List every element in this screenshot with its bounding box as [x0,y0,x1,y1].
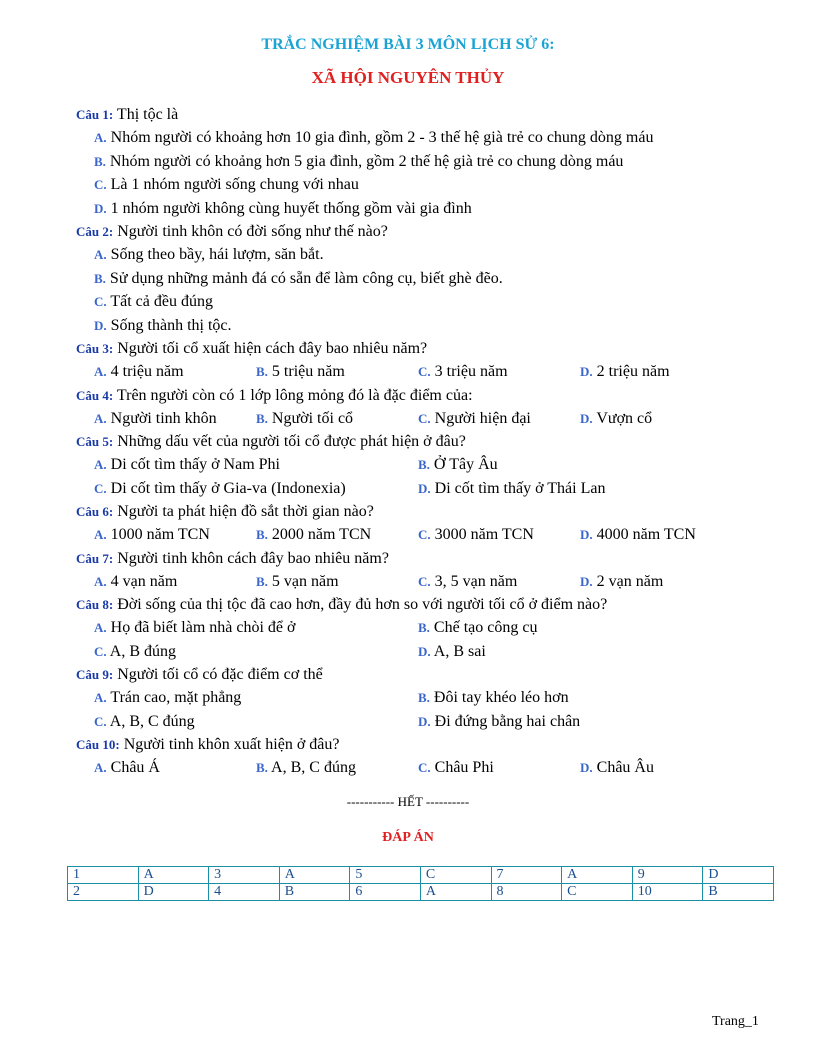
answer-option [94,478,346,500]
answer-option [418,571,517,593]
option-text: Nhóm người có khoảng hơn 5 gia đình, gồm 2 thế hệ già trẻ co chung dòng máu [105,152,624,170]
question-label: Câu 8: [76,597,114,612]
question [76,104,796,127]
option-letter: D. [418,643,431,659]
option-text: Châu Phi [430,759,494,776]
question-text: Người tối cổ có đặc điểm cơ thể [113,666,323,683]
option-text: Là 1 nhóm người sống chung với nhau [106,176,359,193]
option-text: 4000 năm TCN [592,526,696,543]
answer-option [418,454,498,476]
option-letter: D. [580,410,593,426]
option-text: 3, 5 vạn năm [430,572,518,590]
answer-option [94,174,359,196]
option-letter: B. [94,153,106,169]
option-text: 4 triệu năm [106,363,184,380]
answer-option [418,408,531,430]
option-letter: C. [94,480,107,496]
option-letter: B. [256,760,268,775]
option-letter: D. [580,760,593,775]
question-text: Người tinh khôn cách đây bao nhiêu năm? [113,549,389,567]
option-letter: B. [418,457,430,472]
option-text: A, B, C đúng [267,759,356,776]
option-letter: C. [94,643,107,659]
option-text: Chế tạo công cụ [429,619,538,636]
option-letter: B. [256,527,268,542]
option-text: Di cốt tìm thấy ở Nam Phi [106,456,280,473]
question-label: Câu 3: [76,341,114,356]
option-text: Sống thành thị tộc. [106,316,232,334]
answer-option [256,408,353,430]
answer-option [418,687,569,709]
question-label: Câu 10: [76,737,120,752]
answer-row [68,867,774,884]
option-letter: D. [418,480,431,496]
answer-option [580,524,696,546]
answer-question-number: 9 [632,867,703,884]
option-letter: D. [94,317,107,333]
option-text: Châu Á [106,759,160,776]
answer-question-number: 5 [350,867,421,884]
option-text: Sống theo bầy, hái lượm, săn bắt. [106,246,324,263]
options-row [76,361,796,385]
answer-option [580,361,670,383]
question-text: Thị tộc là [113,106,179,123]
option-letter: D. [580,527,593,542]
answer-option [94,291,213,313]
question-label: Câu 1: [76,107,114,122]
answer-option [256,757,356,779]
option-letter: A. [94,130,107,145]
option-text: A, B, C đúng [106,712,195,730]
options-row [76,127,796,151]
option-text: 1 nhóm người không cùng huyết thống gồm vài gia đình [106,199,472,217]
options-row [76,571,796,595]
option-letter: C. [418,410,431,426]
option-letter: A. [94,620,107,635]
option-letter: C. [418,527,431,542]
option-letter: A. [94,527,107,542]
options-row [76,454,796,478]
option-text: Người tinh khôn [106,409,217,427]
answer-option [94,408,217,430]
option-letter: B. [418,620,430,635]
option-letter: A. [94,457,107,472]
option-text: 3000 năm TCN [430,526,534,543]
answer-option [418,361,508,383]
option-text: Đôi tay khéo léo hơn [429,689,569,706]
options-row [76,757,796,781]
option-letter: A. [94,410,107,426]
answer-row [68,884,774,901]
option-letter: D. [580,573,593,589]
option-text: Vượn cổ [592,409,653,427]
answer-choice: A [420,884,491,901]
question-label: Câu 7: [76,550,114,566]
question-label: Câu 5: [76,434,114,449]
question-label: Câu 6: [76,504,114,519]
answer-choice: C [420,867,491,884]
options-row [76,478,796,502]
question-text: Những dấu vết của người tối cổ được phát hiện ở đâu? [113,433,466,450]
answer-option [418,524,534,546]
option-text: Đi đứng bằng hai chân [430,712,581,730]
answer-question-number: 4 [209,884,280,901]
answer-question-number: 3 [209,867,280,884]
answer-choice: D [703,867,774,884]
options-row [76,198,796,222]
option-text: 2000 năm TCN [267,526,372,543]
options-row [76,617,796,641]
option-text: Tất cả đều đúng [106,293,213,310]
answer-choice: B [279,884,350,901]
answer-option [94,687,241,709]
option-text: Di cốt tìm thấy ở Gia-va (Indonexia) [106,479,346,497]
end-marker: ----------- HẾT ---------- [346,794,470,809]
option-text: A, B sai [430,642,486,660]
answer-question-number: 2 [68,884,139,901]
answer-option [256,571,339,593]
option-text: 2 vạn năm [592,572,664,590]
answer-option [94,244,324,266]
option-letter: B. [94,270,106,286]
option-text: Trán cao, mặt phẳng [106,689,242,706]
option-text: 1000 năm TCN [106,526,210,543]
option-letter: C. [94,177,107,192]
options-row [76,408,796,432]
answer-question-number: 1 [68,867,139,884]
answer-option [580,757,654,779]
answer-choice: C [562,884,633,901]
page-title: TRẮC NGHIỆM BÀI 3 MÔN LỊCH SỬ 6: [261,36,555,53]
option-letter: A. [94,364,107,379]
options-row [76,315,796,339]
answer-option [418,478,605,500]
question [76,664,796,687]
options-row [76,687,796,711]
question [76,501,796,524]
answer-option [94,127,653,149]
question-text: Trên người còn có 1 lớp lông mỏng đó là đặc điểm của: [113,386,473,404]
option-letter: A. [94,760,107,775]
option-text: 3 triệu năm [430,363,508,380]
answer-option [94,151,623,173]
answer-option [94,454,280,476]
option-letter: B. [256,410,268,426]
option-text: Người hiện đại [430,409,531,427]
option-letter: C. [418,573,431,589]
answer-question-number: 6 [350,884,421,901]
page-number: Trang_1 [712,1014,759,1029]
question [76,734,796,757]
question [76,385,796,408]
question-list [76,104,796,781]
answer-option [94,268,503,290]
option-text: 5 triệu năm [267,363,345,380]
option-letter: A. [94,247,107,262]
answer-option [580,408,652,430]
answer-option [94,361,184,383]
option-letter: D. [94,200,107,216]
answer-option [418,711,580,733]
question-text: Người tinh khôn xuất hiện ở đâu? [119,736,340,753]
option-text: Sử dụng những mảnh đá có sẵn để làm công cụ, biết ghè đẽo. [105,269,503,287]
question-text: Đời sống của thị tộc đã cao hơn, đầy đủ hơn so với người tối cổ ở điểm nào? [113,596,608,613]
answer-option [94,315,232,337]
question [76,431,796,454]
option-letter: B. [256,364,268,379]
question-text: Người tối cổ xuất hiện cách đây bao nhiêu năm? [113,340,428,357]
option-letter: D. [418,713,431,729]
question [76,338,796,361]
question-label: Câu 4: [76,387,114,403]
question-label: Câu 9: [76,667,114,682]
option-letter: A. [94,690,107,705]
option-letter: B. [418,690,430,705]
answer-question-number: 10 [632,884,703,901]
option-text: Người tối cổ [267,409,354,427]
answer-option [94,571,177,593]
answer-choice: D [138,884,209,901]
answer-option [94,524,210,546]
answer-option [418,641,486,663]
question-text: Người tinh khôn có đời sống như thế nào? [113,223,388,240]
answer-option [94,711,195,733]
question-label: Câu 2: [76,224,114,239]
option-text: 4 vạn năm [106,572,178,590]
question [76,548,796,571]
question-text: Người ta phát hiện đồ sắt thời gian nào? [113,503,374,520]
options-row [76,268,796,292]
options-row [76,151,796,175]
option-letter: C. [94,713,107,729]
option-text: Ở Tây Âu [429,456,498,473]
answer-choice: A [138,867,209,884]
options-row [76,641,796,665]
answer-key-title: ĐÁP ÁN [382,830,434,845]
option-text: A, B đúng [106,642,176,660]
option-text: 5 vạn năm [267,572,339,590]
options-row [76,244,796,268]
options-row [76,291,796,315]
option-text: Châu Âu [592,759,654,776]
option-text: Nhóm người có khoảng hơn 10 gia đình, gồm 2 - 3 thế hệ già trẻ co chung dòng máu [106,129,654,146]
page-subtitle: XÃ HỘI NGUYÊN THỦY [311,68,505,87]
answer-option [418,757,494,779]
answer-option [580,571,663,593]
option-letter: D. [580,364,593,379]
answer-choice: B [703,884,774,901]
option-letter: A. [94,573,107,589]
option-text: 2 triệu năm [592,363,670,380]
options-row [76,174,796,198]
option-letter: C. [94,294,107,309]
answer-question-number: 8 [491,884,562,901]
answer-choice: A [279,867,350,884]
options-row [76,711,796,735]
answer-option [94,617,296,639]
answer-option [256,524,371,546]
option-letter: C. [418,760,431,775]
option-text: Di cốt tìm thấy ở Thái Lan [430,479,606,497]
option-letter: B. [256,573,268,589]
question [76,594,796,617]
answer-question-number: 7 [491,867,562,884]
answer-option [94,641,176,663]
option-text: Họ đã biết làm nhà chòi để ở [106,619,296,636]
answer-option [418,617,537,639]
answer-choice: A [562,867,633,884]
answer-option [256,361,345,383]
answer-key-table [67,866,774,901]
question [76,221,796,244]
options-row [76,524,796,548]
answer-option [94,757,160,779]
answer-option [94,198,472,220]
option-letter: C. [418,364,431,379]
